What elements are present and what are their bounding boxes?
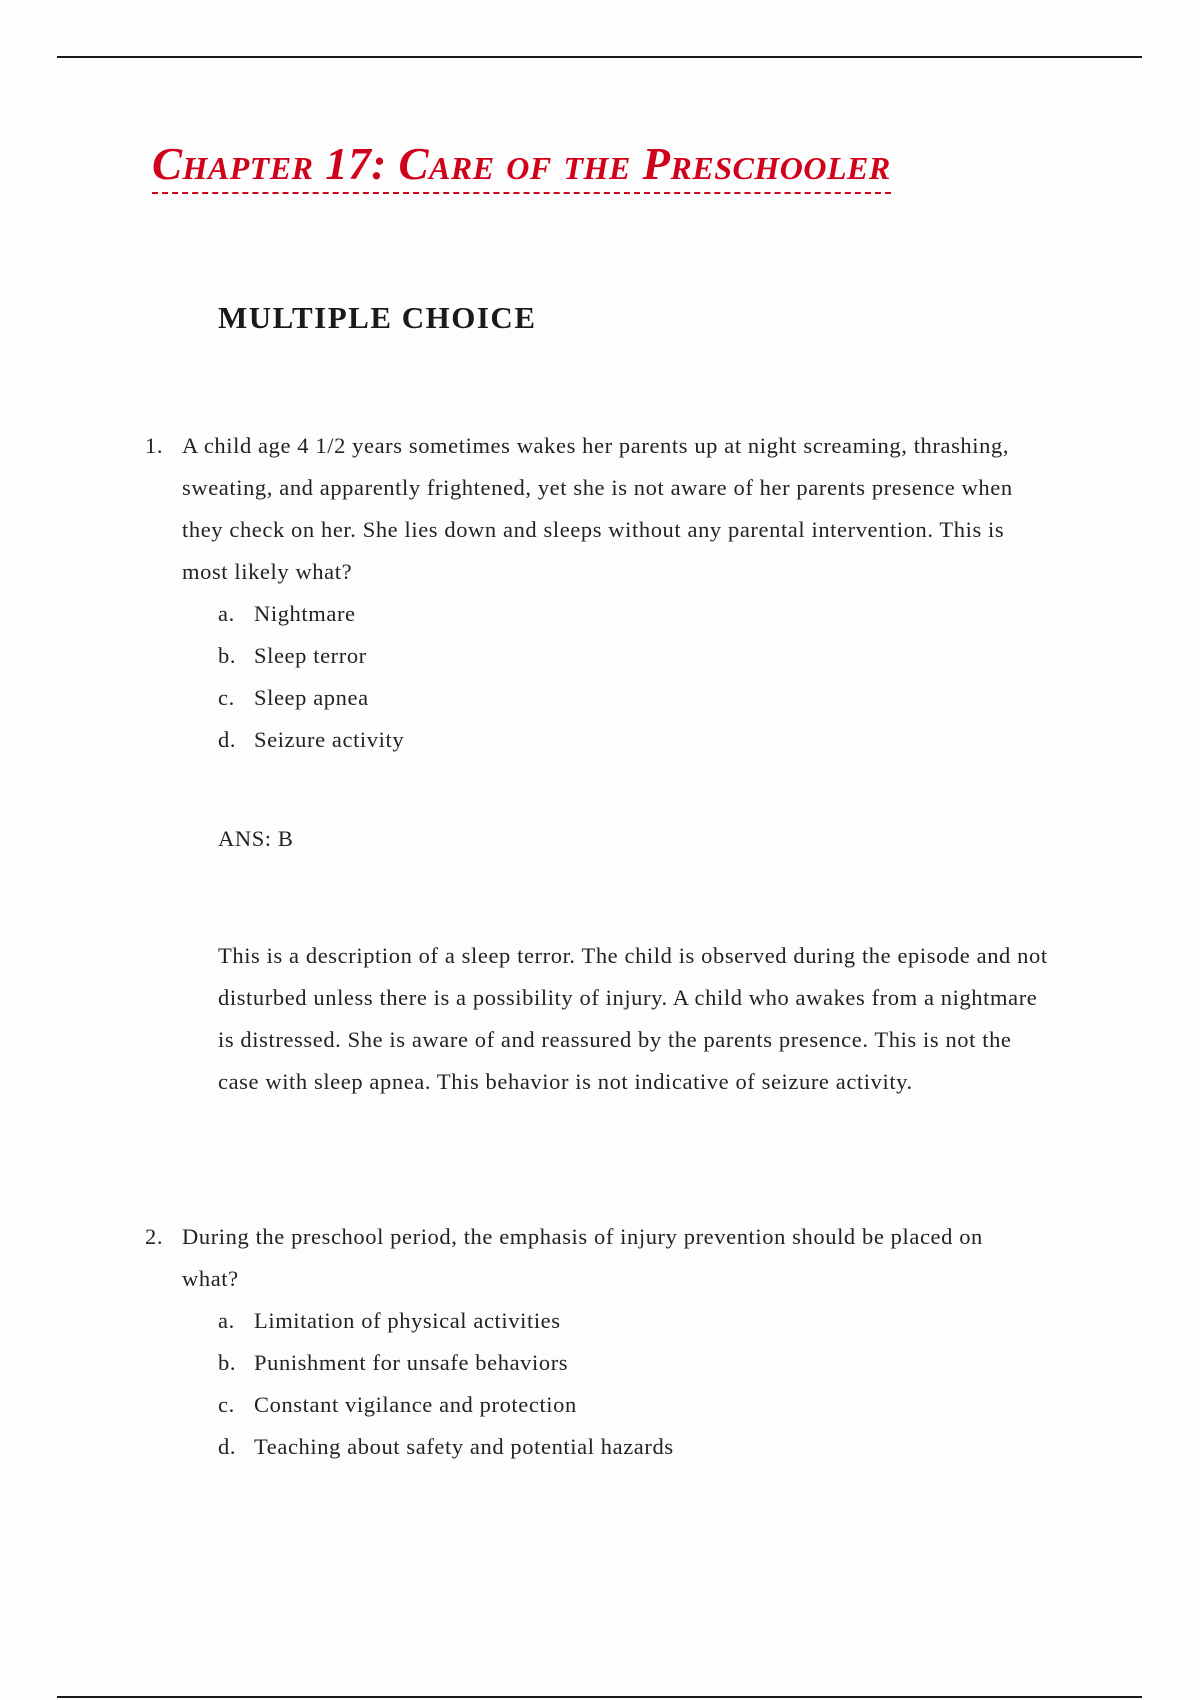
choice-text: Limitation of physical activities [254,1308,561,1333]
choice-text: Nightmare [254,601,356,626]
choice-item [218,1300,1045,1342]
section-heading: MULTIPLE CHOICE [218,300,537,335]
top-rule [57,56,1142,58]
choice-item [218,1384,1045,1426]
choice-letter: b. [218,643,237,668]
choice-letter: b. [218,1350,237,1375]
question-text: A child age 4 1/2 years sometimes wakes her parents up at night screaming, thrashing, sweating, and apparently frightened, yet she is not aware of her parents presence when they check on her. She lies down and sleeps without any parental intervention. This is most likely what? [182,433,1013,584]
choice-letter: d. [218,1434,237,1459]
choice-letter: d. [218,727,237,752]
choice-text: Sleep terror [254,643,367,668]
bottom-rule [57,1696,1142,1698]
choice-item [218,677,1045,719]
question-stem [145,425,1045,593]
choice-letter: c. [218,685,235,710]
chapter-title: Chapter 17: Care of the Preschooler [152,142,891,194]
choice-list [145,1300,1045,1468]
choice-list [145,593,1045,761]
choice-text: Teaching about safety and potential hazards [254,1434,674,1459]
choice-item [218,593,1045,635]
choice-letter: a. [218,1308,235,1333]
choice-text: Punishment for unsafe behaviors [254,1350,569,1375]
choice-item [218,635,1045,677]
question-2 [145,1216,1045,1468]
question-text: During the preschool period, the emphasis of injury prevention should be placed on what? [182,1224,983,1291]
choice-text: Constant vigilance and protection [254,1392,577,1417]
choice-item [218,719,1045,761]
choice-letter: a. [218,601,235,626]
question-number: 1. [145,433,164,458]
question-number: 2. [145,1224,164,1249]
choice-text: Seizure activity [254,727,405,752]
answer-key: ANS: B [218,826,294,851]
choice-item [218,1426,1045,1468]
question-stem [145,1216,1045,1300]
choice-text: Sleep apnea [254,685,369,710]
answer-rationale: This is a description of a sleep terror. The child is observed during the episode and not disturbed unless there is a possibility of injury. A child who awakes from a nightmare is distressed. She is aware of and reassured by the parents presence. This is not the case with sleep apnea. This behavior is not indicative of seizure activity. [218,943,1048,1094]
question-1 [145,425,1045,761]
choice-letter: c. [218,1392,235,1417]
choice-item [218,1342,1045,1384]
